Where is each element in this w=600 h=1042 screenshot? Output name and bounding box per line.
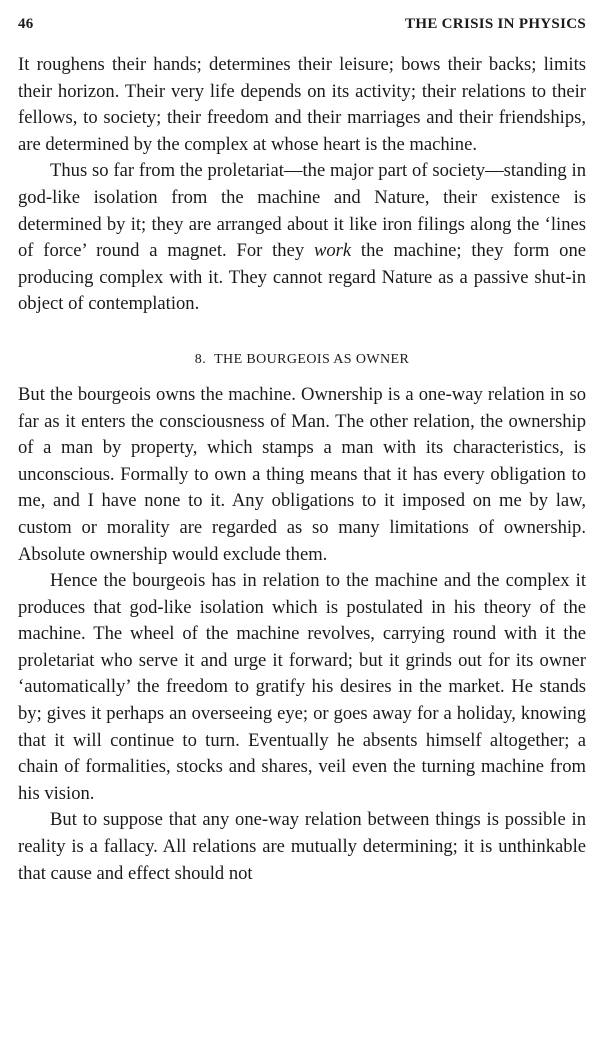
section-heading	[18, 350, 586, 370]
page-number: 46	[18, 16, 34, 32]
paragraph-5: But to suppose that any one-way relation between things is possible in reality is a fallacy. All relations are mutually determining; it is unthinkable that cause and effect should not	[18, 809, 586, 884]
section-number: 8.	[194, 351, 207, 367]
emphasis-work: work	[313, 240, 352, 262]
paragraph-2	[18, 158, 586, 318]
body-text	[18, 52, 586, 887]
running-head: THE CRISIS IN PHYSICS	[405, 16, 586, 32]
section-title: THE BOURGEOIS AS OWNER	[214, 351, 410, 367]
paragraph-1: It roughens their hands; determines their leisure; bows their backs; limits their horizon. Their very life depends on its activity; their relations to their fellows, to society; their freedom and their marriages and their friendships, are determined by the complex at whose heart is the machine.	[18, 54, 586, 155]
paragraph-2-after: the machine; they form one producing complex with it. They cannot regard Nature as a passive shut-in object of contemplation.	[18, 240, 586, 315]
paragraph-2-before: Thus so far from the proletariat—the major part of society—standing in god-like isolation from the machine and Nature, their existence is determined by it; they are arranged about it like iron filings along the ‘lines of force’ round a magnet. For they	[18, 160, 586, 262]
paragraph-4: Hence the bourgeois has in relation to the machine and the complex it produces that god-like isolation which is postulated in his theory of the machine. The wheel of the machine revolves, carrying round with it the proletariat who serve it and urge it forward; but it grinds out for its owner ‘automatically’ the freedom to gratify his desires in the market. He stands by; gives it perhaps an overseeing eye; or goes away for a holiday, knowing that it will continue to turn. Eventually he absents himself altogether; a chain of formalities, stocks and shares, veil even the turning machine from his vision.	[18, 570, 586, 804]
page-header	[18, 16, 586, 40]
paragraph-3: But the bourgeois owns the machine. Ownership is a one-way relation in so far as it enters the consciousness of Man. The other relation, the ownership of a man by property, which stamps a man with its characteristics, is unconscious. Formally to own a thing means that it has every obligation to me, and I have none to it. Any obligations to it imposed on me by law, custom or morality are regarded as so many limitations of ownership. Absolute ownership would exclude them.	[18, 383, 586, 565]
